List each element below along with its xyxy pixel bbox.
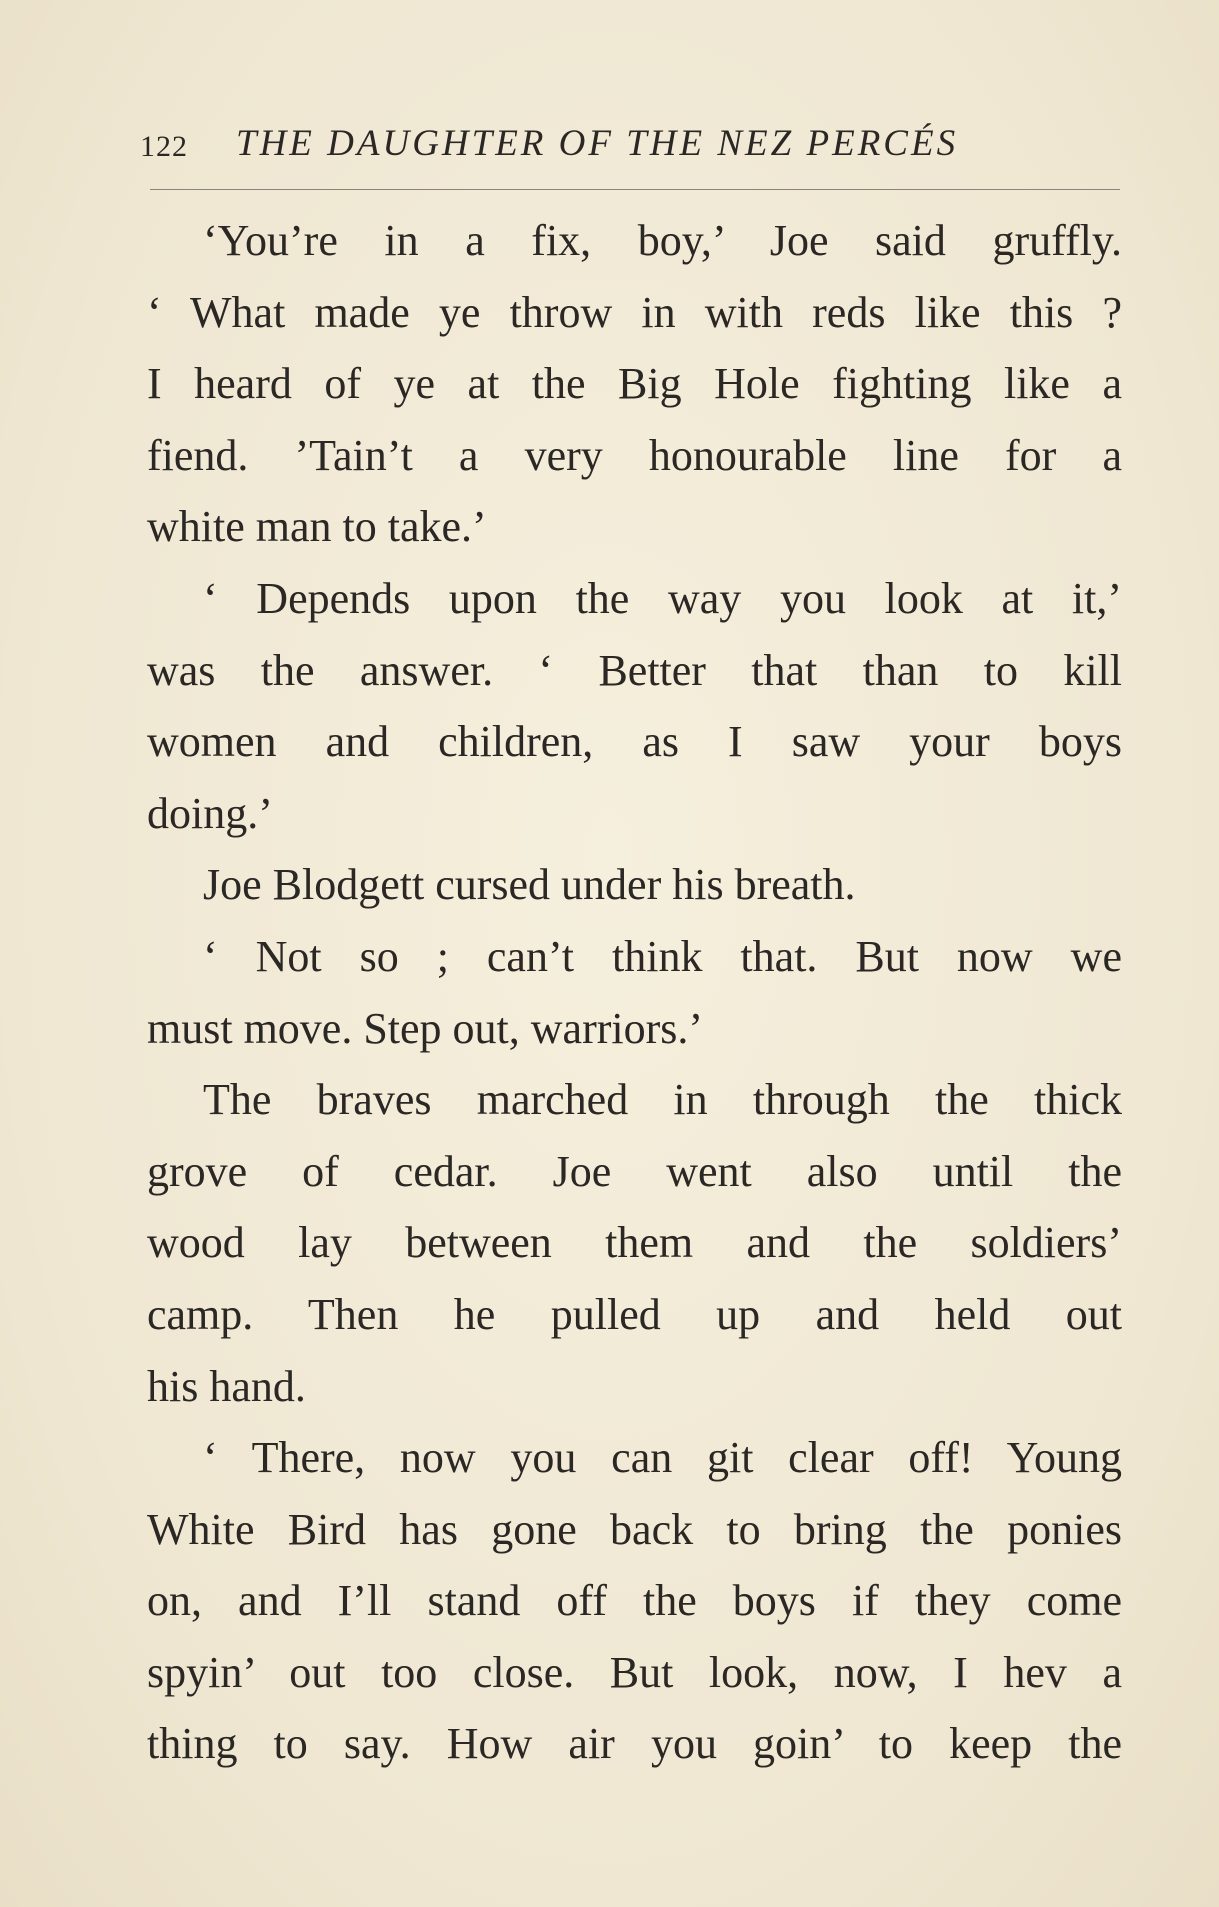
text-line: wood lay between them and the soldiers’ [147, 1218, 1122, 1268]
text-line: must move. Step out, warriors.’ [147, 1003, 704, 1053]
text-line: The braves marched in through the thick [203, 1075, 1122, 1125]
text-line: doing.’ [147, 788, 273, 838]
running-title: THE DAUGHTER OF THE NEZ PERCÉS [236, 123, 959, 164]
page-number: 122 [140, 130, 188, 163]
text-line: ‘ Not so ; can’t think that. But now we [203, 931, 1122, 981]
text-line: fiend. ’Tain’t a very honourable line for a [147, 430, 1122, 480]
header-rule [150, 189, 1120, 190]
text-line: ‘ Depends upon the way you look at it,’ [203, 573, 1122, 623]
text-line: grove of cedar. Joe went also until the [147, 1146, 1122, 1196]
text-line: white man to take.’ [147, 502, 487, 552]
text-line: ‘You’re in a fix, boy,’ Joe said gruffly. [203, 216, 1122, 265]
text-line: camp. Then he pulled up and held out [147, 1289, 1122, 1339]
page-header [140, 118, 1120, 178]
body-text [147, 205, 1122, 1780]
text-line: thing to say. How air you goin’ to keep the [147, 1719, 1122, 1769]
text-line: women and children, as I saw your boys [147, 717, 1122, 767]
text-line: on, and I’ll stand off the boys if they come [147, 1576, 1122, 1626]
text-line: ‘ There, now you can git clear off! Young [203, 1433, 1122, 1483]
text-line: was the answer. ‘ Better that than to kill [147, 645, 1122, 695]
text-line: White Bird has gone back to bring the ponies [147, 1504, 1122, 1554]
text-line: I heard of ye at the Big Hole fighting like a [147, 359, 1122, 409]
text-line: Joe Blodgett cursed under his breath. [203, 860, 856, 910]
text-line: spyin’ out too close. But look, now, I hev a [147, 1647, 1122, 1697]
text-line: his hand. [147, 1361, 306, 1411]
text-line: ‘ What made ye throw in with reds like this ? [147, 287, 1122, 337]
